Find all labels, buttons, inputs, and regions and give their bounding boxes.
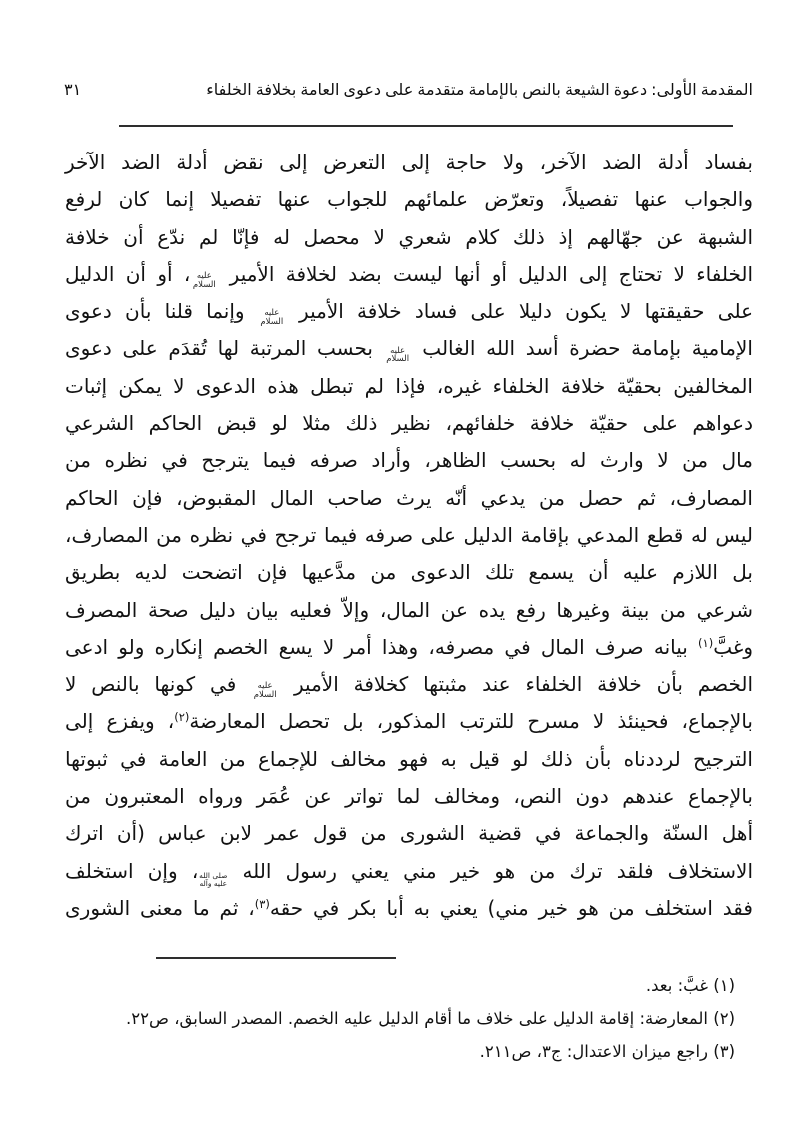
footnote-ref: (٣): [254, 896, 270, 911]
body-line: بالإجماع، فحينئذ لا مسرح للترتب المذكور، بل تحصل المعارضة$^{(٢)}$، ويفزع إلى: [65, 709, 753, 734]
running-header-title: المقدمة الأولى: دعوة الشيعة بالنص بالإمامة متقدمة على دعوى العامة بخلافة الخلفاء: [206, 80, 753, 99]
body-line: الإمامية بإمامة حضرة أسد الله الغالب عليه السلام بحسب المرتبة لها تُقدَم على دعوى: [65, 336, 753, 365]
body-line: المصارف، ثم حصل من يدعي أنّه يرث صاحب المال المقبوض، فإن الحاكم: [65, 485, 753, 510]
footnote-ref: (٢): [174, 710, 190, 725]
alayhis-salam-seal: عليه السلام: [253, 681, 277, 701]
body-line: مال من لا وارث له بحسب الظاهر، وأراد صرفه فيما يترجح في نظره من: [65, 448, 753, 473]
footnote-separator-rule: [156, 957, 396, 959]
body-line: دعواهم على حقيّة خلافة خلفائهم، نظير ذلك مثلا لو قبض الحاكم الشرعي: [65, 411, 753, 436]
body-line: الترجيح لرددناه بأن ذلك لو قيل به فهو مخالف للإجماع من العامة في ثبوتها: [65, 746, 753, 771]
body-line: فقد استخلف من هو خير مني) يعني به أبا بكر في حقه$^{(٣)}$، ثم ما معنى الشورى: [65, 895, 753, 920]
body-line: الخلفاء لا تحتاج إلى الدليل أو أنها ليست بضد لخلافة الأمير عليه السلام، أو أن الدليل: [65, 261, 754, 290]
body-line: ليس له قطع المدعي بإقامة الدليل على صرفه فيما ترجح في نظره من المصارف،: [65, 522, 753, 547]
alayhis-salam-seal: عليه السلام: [386, 345, 410, 365]
alayhis-salam-seal: عليه السلام: [192, 270, 216, 290]
body-line: أهل السنّة والجماعة في قضية الشورى من قول عمر لابن عباس (أن اترك: [65, 821, 753, 846]
footnote: (٢) المعارضة: إقامة الدليل على خلاف ما أقام الدليل عليه الخصم. المصدر السابق، ص٢٢.: [126, 1009, 735, 1028]
footnote: (٣) راجع ميزان الاعتدال: ج٣، ص٢١١.: [479, 1042, 735, 1061]
footnotes-block: [40, 969, 735, 1068]
body-line: المخالفين بحقيّة خلافة الخلفاء غيره، فإذا لم تبطل هذه الدعوى لا يمكن إثبات: [65, 373, 753, 398]
page-number: ٣١: [64, 80, 82, 99]
body-line: والجواب عنها تفصيلاً، وتعرّض علمائهم للجواب عنها تفصيلا إنما كان لرفع: [65, 187, 753, 212]
body-line: الشبهة عن جهّالهم إذ ذلك كلام شعري لا محصل له فإنّا لم ندّع أن خلافة: [65, 224, 753, 249]
footnote: (١) غبَّ: بعد.: [645, 976, 735, 995]
body-line: بالإجماع عندهم دون النص، ومخالف لما تواتر عن عُمَر ورواه المعتبرون من: [65, 784, 753, 809]
body-text: [65, 144, 753, 927]
body-line: الاستخلاف فلقد ترك من هو خير مني يعني رسول الله صلى الله عليه وآله، وإن استخلف: [65, 858, 754, 888]
footnote-ref: (١): [698, 635, 714, 650]
header-rule: [119, 125, 733, 127]
salawat-seal: صلى الله عليه وآله: [199, 870, 228, 888]
body-line: الخصم بأن خلافة الخلفاء عند مثبتها كخلافة الأمير عليه السلام في كونها بالنص لا: [65, 672, 754, 701]
alayhis-salam-seal: عليه السلام: [260, 308, 284, 328]
body-line: وغبَّ$^{(١)}$ بيانه صرف المال في مصرفه، وهذا أمر لا يسع الخصم إنكاره ولو ادعى: [65, 634, 753, 659]
body-line: بل اللازم عليه أن يسمع تلك الدعوى من مدَّعيها فإن اتضحت لديه بطريق: [65, 560, 753, 585]
body-line: بفساد أدلة الضد الآخر، ولا حاجة إلى التعرض إلى نقض أدلة الضد الآخر: [65, 150, 753, 174]
body-line: على حقيقتها لا يكون دليلا على فساد خلافة الأمير عليه السلام وإنما قلنا بأن دعوى: [65, 299, 753, 328]
page-header: [60, 80, 753, 99]
body-line: شرعي من بينة وغيرها رفع يده عن المال، وإلاّ فعليه بيان دليل صحة المصرف: [65, 597, 753, 622]
